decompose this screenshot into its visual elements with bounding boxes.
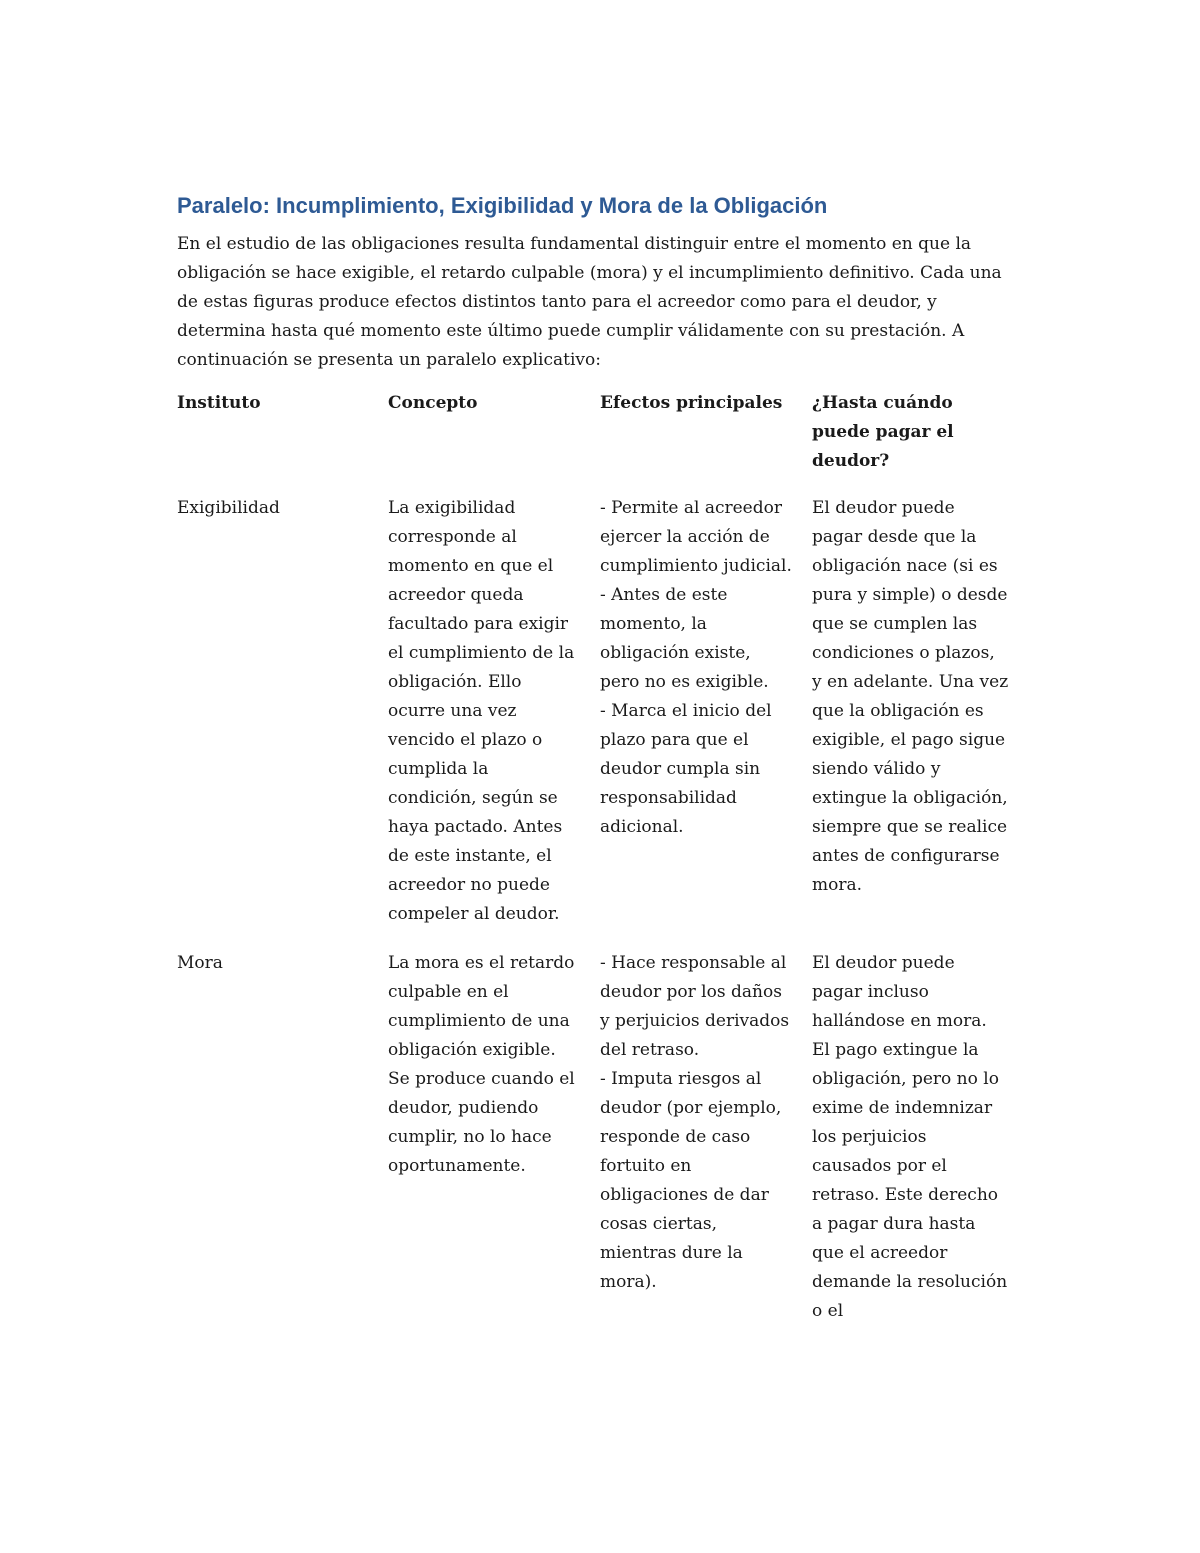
header-efectos: Efectos principales: [600, 393, 783, 413]
header-concepto: Concepto: [388, 393, 478, 413]
intro-paragraph: En el estudio de las obligaciones resulta fundamental distinguir entre el momento en que la obligación se hace exigible, el retardo culpable (mora) y el incumplimiento definitivo. Cada una de estas figuras produce efectos distintos tanto para el acreedor como para el deudor, y determina hasta qué momento este último puede cumplir válidamente con su prestación. A continuación se presenta un paralelo explicativo:: [177, 234, 1002, 370]
cell-concepto: La exigibilidad corresponde al momento en que el acreedor queda facultado para exigir el cumplimiento de la obligación. Ello ocurre una vez vencido el plazo o cumplida la condición, según se haya pactado. Antes de este instante, el acreedor no puede compeler al deudor.: [388, 498, 575, 924]
cell-efectos: [600, 949, 812, 1346]
cell-instituto: Mora: [177, 953, 223, 973]
document-title: Paralelo: Incumplimiento, Exigibilidad y Mora de la Obligación: [177, 193, 828, 218]
header-instituto: Instituto: [177, 393, 261, 413]
effect-item: - Antes de este momento, la obligación existe, pero no es exigible.: [600, 585, 769, 692]
cell-efectos: [600, 494, 812, 949]
cell-concepto: La mora es el retardo culpable en el cumplimiento de una obligación exigible. Se produce cuando el deudor, pudiendo cumplir, no lo hace oportunamente.: [388, 953, 575, 1176]
table-header-row: [177, 389, 1027, 494]
document-page: [177, 190, 1027, 1346]
header-hasta-cuando: ¿Hasta cuándo puede pagar el deudor?: [812, 393, 954, 471]
cell-hasta-cuando: El deudor puede pagar desde que la obligación nace (si es pura y simple) o desde que se cumplen las condiciones o plazos, y en adelante. Una vez que la obligación es exigible, el pago sigue siendo válido y extingue la obligación, siempre que se realice antes de configurarse mora.: [812, 498, 1009, 895]
effect-item: - Permite al acreedor ejercer la acción de cumplimiento judicial.: [600, 498, 792, 576]
comparison-table: [177, 389, 1027, 1346]
cell-instituto: Exigibilidad: [177, 498, 280, 518]
effect-item: - Imputa riesgos al deudor (por ejemplo, responde de caso fortuito en obligaciones de dar cosas ciertas, mientras dure la mora).: [600, 1069, 782, 1292]
table-row: [177, 949, 1027, 1346]
table-row: [177, 494, 1027, 949]
cell-hasta-cuando: El deudor puede pagar incluso hallándose en mora. El pago extingue la obligación, pero no lo exime de indemnizar los perjuicios causados por el retraso. Este derecho a pagar dura hasta que el acreedor demande la resolución o el: [812, 953, 1008, 1321]
effect-item: - Marca el inicio del plazo para que el deudor cumpla sin responsabilidad adicional.: [600, 701, 772, 837]
effect-item: - Hace responsable al deudor por los daños y perjuicios derivados del retraso.: [600, 953, 790, 1060]
